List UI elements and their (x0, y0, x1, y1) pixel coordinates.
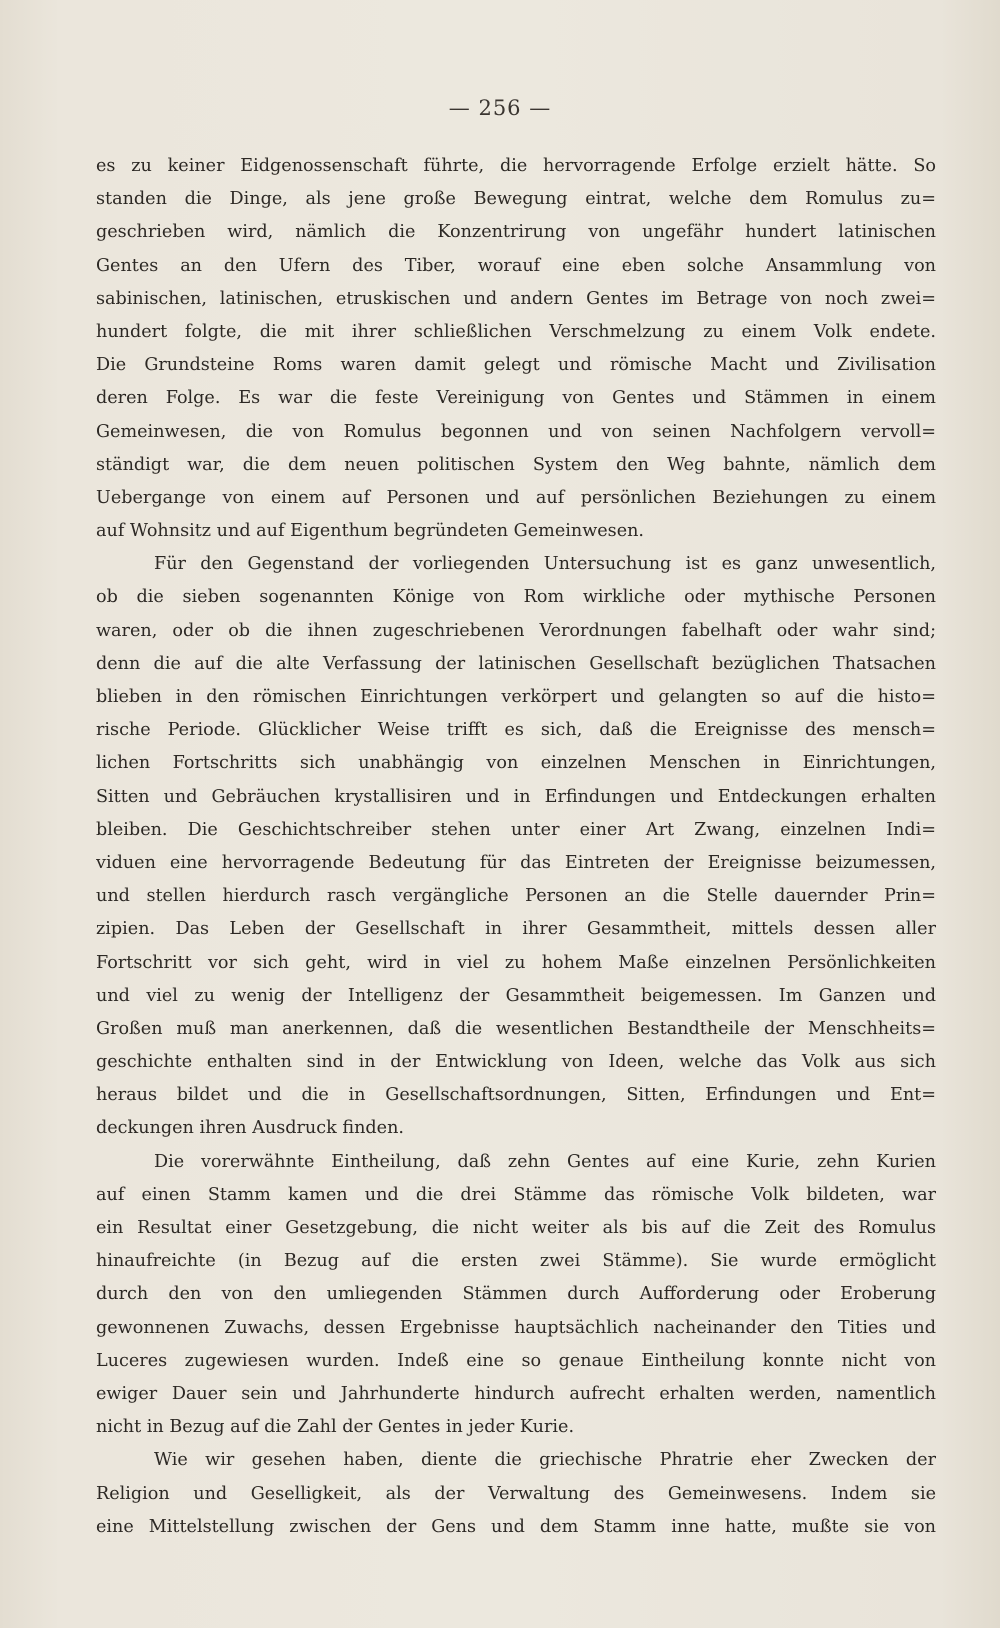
text-line: durch den von den umliegenden Stämmen durch Aufforderung oder Eroberung (96, 1284, 936, 1305)
text-line: und stellen hierdurch rasch vergängliche Personen an die Stelle dauernder Prin= (96, 886, 936, 907)
text-line: rische Periode. Glücklicher Weise trifft es sich, daß die Ereignisse des mensch= (96, 720, 936, 741)
text-line: Uebergange von einem auf Personen und auf persönlichen Beziehungen zu einem (96, 487, 936, 508)
text-line: Fortschritt vor sich geht, wird in viel zu hohem Maße einzelnen Persönlichkeiten (96, 952, 936, 973)
text-line: Gentes an den Ufern des Tiber, worauf eine eben solche Ansammlung von (96, 255, 936, 276)
text-line: hundert folgte, die mit ihrer schließlichen Verschmelzung zu einem Volk endete. (96, 321, 936, 342)
text-line: deckungen ihren Ausdruck finden. (96, 1118, 404, 1139)
text-line: ein Resultat einer Gesetzgebung, die nicht weiter als bis auf die Zeit des Romulus (96, 1218, 936, 1238)
text-line: nicht in Bezug auf die Zahl der Gentes in jeder Kurie. (96, 1417, 575, 1438)
text-line: geschrieben wird, nämlich die Konzentrirung von ungefähr hundert latinischen (96, 222, 936, 243)
text-line: ewiger Dauer sein und Jahrhunderte hindurch aufrecht erhalten werden, namentlich (96, 1383, 936, 1404)
text-line: ständigt war, die dem neuen politischen System den Weg bahnte, nämlich dem (96, 454, 936, 475)
text-line: Wie wir gesehen haben, diente die griechische Phratrie eher Zwecken der (154, 1450, 936, 1471)
text-line: Sitten und Gebräuchen krystallisiren und in Erfindungen und Entdeckungen erhalten (96, 786, 936, 807)
text-line: Für den Gegenstand der vorliegenden Untersuchung ist es ganz unwesentlich, (154, 554, 936, 575)
text-line: geschichte enthalten sind in der Entwicklung von Ideen, welche das Volk aus sich (96, 1052, 936, 1073)
text-line: auf Wohnsitz und auf Eigenthum begründeten Gemeinwesen. (96, 521, 645, 542)
text-line: waren, oder ob die ihnen zugeschriebenen Verordnungen fabelhaft oder wahr sind; (96, 620, 936, 641)
text-line: auf einen Stamm kamen und die drei Stämme das römische Volk bildeten, war (96, 1184, 936, 1205)
text-line: Religion und Geselligkeit, als der Verwaltung des Gemeinwesens. Indem sie (96, 1483, 936, 1504)
text-line: lichen Fortschritts sich unabhängig von einzelnen Menschen in Einrichtungen, (96, 753, 936, 774)
text-line: Gemeinwesen, die von Romulus begonnen und von seinen Nachfolgern vervoll= (96, 421, 936, 442)
body-text (96, 150, 936, 1544)
text-line: ob die sieben sogenannten Könige von Rom wirkliche oder mythische Personen (96, 587, 936, 608)
text-line: es zu keiner Eidgenossenschaft führte, die hervorragende Erfolge erzielt hätte. So (96, 156, 936, 176)
text-line: heraus bildet und die in Gesellschaftsordnungen, Sitten, Erfindungen und Ent= (96, 1085, 936, 1106)
text-line: gewonnenen Zuwachs, dessen Ergebnisse hauptsächlich nacheinander den Tities und (96, 1317, 936, 1338)
text-line: zipien. Das Leben der Gesellschaft in ihrer Gesammtheit, mittels dessen aller (96, 919, 936, 940)
text-line: bleiben. Die Geschichtschreiber stehen unter einer Art Zwang, einzelnen Indi= (96, 819, 936, 840)
page-number: — 256 — (448, 96, 552, 120)
text-line: Die vorerwähnte Eintheilung, daß zehn Gentes auf eine Kurie, zehn Kurien (154, 1151, 936, 1172)
text-line: denn die auf die alte Verfassung der latinischen Gesellschaft bezüglichen Thatsachen (96, 653, 936, 674)
text-line: blieben in den römischen Einrichtungen verkörpert und gelangten so auf die histo= (96, 687, 936, 707)
text-line: deren Folge. Es war die feste Vereinigung von Gentes und Stämmen in einem (96, 388, 936, 409)
text-line: eine Mittelstellung zwischen der Gens und dem Stamm inne hatte, mußte sie von (96, 1516, 936, 1537)
text-line: Großen muß man anerkennen, daß die wesentlichen Bestandtheile der Menschheits= (96, 1018, 936, 1039)
text-line: hinaufreichte (in Bezug auf die ersten zwei Stämme). Sie wurde ermöglicht (96, 1251, 936, 1272)
text-line: standen die Dinge, als jene große Bewegung eintrat, welche dem Romulus zu= (96, 189, 936, 210)
text-line: Luceres zugewiesen wurden. Indeß eine so genaue Eintheilung konnte nicht von (96, 1350, 936, 1371)
text-line: und viel zu wenig der Intelligenz der Gesammtheit beigemessen. Im Ganzen und (96, 985, 936, 1006)
text-line: sabinischen, latinischen, etruskischen und andern Gentes im Betrage von noch zwei= (96, 288, 936, 309)
text-line: viduen eine hervorragende Bedeutung für das Eintreten der Ereignisse beizumessen, (96, 852, 936, 873)
text-line: Die Grundsteine Roms waren damit gelegt und römische Macht und Zivilisation (96, 355, 936, 376)
